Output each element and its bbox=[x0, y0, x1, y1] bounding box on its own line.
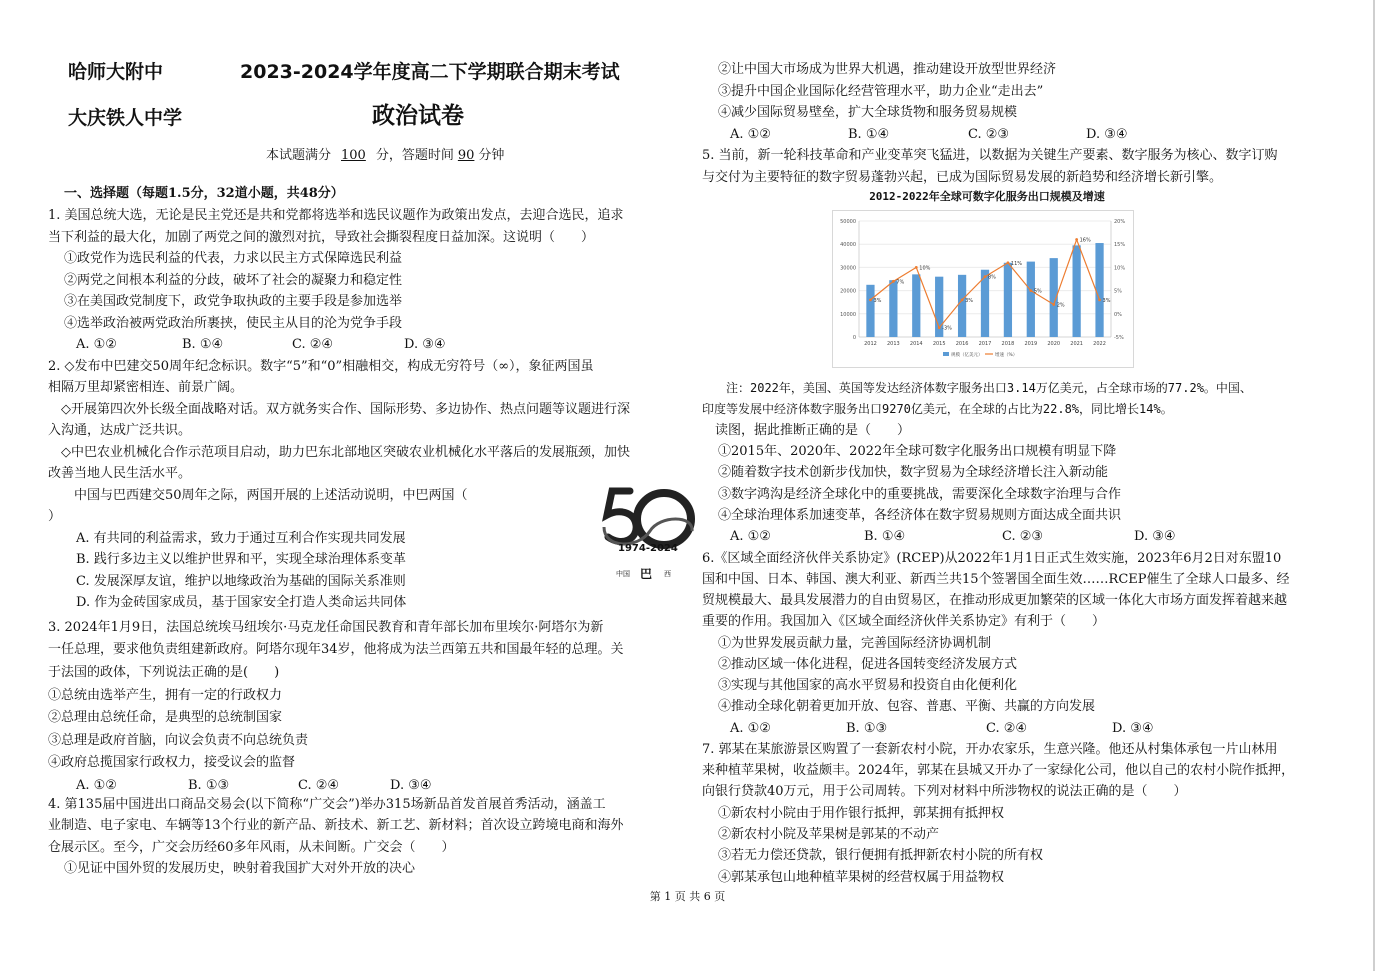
q3-option-c: C. ②④ bbox=[298, 778, 340, 793]
logo-right-text: 西 bbox=[664, 570, 671, 578]
q4-stem-line: 业制造、电子家电、车辆等13个行业的新产品、新技术、新工艺、新材料；首次设立跨境电商和海外 bbox=[48, 818, 624, 833]
y-tick-right: 5% bbox=[1114, 288, 1122, 295]
section-title: 一、选择题（每题1.5分，32道小题，共48分） bbox=[64, 186, 344, 201]
q5-item: ③数字鸿沟是经济全球化中的重要挑战，需要深化全球数字治理与合作 bbox=[718, 487, 1122, 502]
q6-option-b: B. ①③ bbox=[846, 721, 888, 736]
data-label: 7% bbox=[896, 279, 905, 286]
score-prefix: 本试题满分 bbox=[266, 148, 332, 163]
q3-stem-line: 于法国的政体，下列说法正确的是( ) bbox=[48, 665, 280, 680]
q2-line: 2. ◇发布中巴建交50周年纪念标识。数字“5”和“0”相融相交，构成无穷符号（∞），象征两国虽 bbox=[48, 359, 594, 374]
q6-stem-line: 重要的作用。我国加入《区域全面经济伙伴关系协定》有利于（ ） bbox=[702, 614, 1106, 629]
x-tick-label: 2015 bbox=[932, 341, 946, 347]
time-value: 90 bbox=[457, 148, 475, 163]
growth-point bbox=[1075, 238, 1078, 241]
bar bbox=[1095, 243, 1103, 337]
growth-point bbox=[1052, 303, 1055, 306]
q1-stem-line: 1. 美国总统大选，无论是民主党还是共和党都将选举和选民议题作为政策出发点，去迎合选民，追求 bbox=[48, 208, 624, 223]
q1-stem-line: 当下利益的最大化，加剧了两党之间的激烈对抗，导致社会撕裂程度日益加深。这说明（ ） bbox=[48, 230, 595, 245]
q6-option-d: D. ③④ bbox=[1112, 721, 1154, 736]
q1-option-c: C. ②④ bbox=[292, 337, 334, 352]
q2-line: 改善当地人民生活水平。 bbox=[48, 466, 192, 481]
q6-item: ①为世界发展贡献力量，完善国际经济协调机制 bbox=[718, 636, 992, 651]
q1-option-a: A. ①② bbox=[76, 337, 117, 352]
q4-item: ③提升中国企业国际化经营管理水平，助力企业“走出去” bbox=[718, 84, 1044, 99]
q3-option-a: A. ①② bbox=[76, 778, 117, 793]
legend-label: 规模（亿美元） bbox=[951, 353, 983, 358]
q5-item: ④全球治理体系加速变革，各经济体在数字贸易规则方面达成全面共识 bbox=[718, 508, 1122, 523]
chart-title: 2012-2022年全球可数字化服务出口规模及增速 bbox=[869, 190, 1105, 203]
china-brazil-50-logo bbox=[598, 485, 698, 591]
q2-line: ） bbox=[48, 509, 62, 524]
data-label: 8% bbox=[988, 274, 996, 281]
q2-option-b: B. 践行多边主义以维护世界和平，实现全球治理体系变革 bbox=[76, 552, 406, 567]
data-label: 3% bbox=[873, 297, 882, 304]
q6-option-a: A. ①② bbox=[730, 721, 771, 736]
y-tick-right: 20% bbox=[1114, 219, 1126, 225]
x-tick-label: 2018 bbox=[1001, 341, 1015, 347]
page-footer: 第 1 页 共 6 页 bbox=[649, 890, 726, 903]
data-label: -3% bbox=[942, 325, 952, 332]
school-name-1: 哈师大附中 bbox=[68, 61, 164, 83]
y-tick-right: 10% bbox=[1114, 265, 1126, 272]
q1-item: ①政党作为选民利益的代表，力求以民主方式保障选民利益 bbox=[64, 251, 403, 266]
growth-point bbox=[1029, 289, 1032, 292]
q1-item: ③在美国政党制度下，政党争取执政的主要手段是参加选举 bbox=[64, 294, 403, 309]
q7-item: ④郭某承包山地种植苹果树的经营权属于用益物权 bbox=[718, 870, 1005, 885]
data-label: 2% bbox=[1056, 302, 1065, 309]
q6-item: ②推动区域一体化进程，促进各国转变经济发展方式 bbox=[718, 657, 1018, 672]
logo-mid-text: 巴 bbox=[640, 567, 653, 581]
q5-option-a: A. ①② bbox=[730, 529, 771, 544]
q4-stem-line: 仓展示区。至今，广交会历经60多年风雨，从未间断。广交会（ ） bbox=[48, 840, 455, 855]
q2-line: 相隔万里却紧密相连、前景广阔。 bbox=[48, 380, 244, 395]
q4-item: ④减少国际贸易壁垒，扩大全球货物和服务贸易规模 bbox=[718, 105, 1018, 120]
q5-ask: 读图，据此推断正确的是（ ） bbox=[702, 423, 911, 438]
q1-option-b: B. ①④ bbox=[182, 337, 224, 352]
q6-stem-line: 国和中国、日本、韩国、澳大利亚、新西兰共15个签署国全面生效……RCEP催生了全球人口最多、经 bbox=[702, 572, 1290, 587]
x-tick-label: 2012 bbox=[864, 341, 877, 347]
growth-point bbox=[961, 298, 964, 301]
y-tick-left: 30000 bbox=[840, 265, 856, 272]
q5-item: ②随着数字技术创新步伐加快，数字贸易为全球经济增长注入新动能 bbox=[718, 465, 1109, 480]
q4-option-d: D. ③④ bbox=[1086, 127, 1128, 142]
q5-note-line: 印度等发展中经济体数字服务出口9270亿美元，在全球的占比为22.8%，同比增长14%。 bbox=[702, 402, 1173, 416]
legend-label: 增速（%） bbox=[995, 353, 1018, 358]
q5-stem-line: 与交付为主要特征的数字贸易蓬勃兴起，已成为国际贸易发展的新趋势和经济增长新引擎。 bbox=[702, 170, 1223, 185]
growth-point bbox=[984, 275, 987, 278]
q2-line: ◇中巴农业机械化合作示范项目启动，助力巴东北部地区突破农业机械化水平落后的发展瓶颈，加快 bbox=[48, 445, 630, 460]
export-chart bbox=[833, 211, 1133, 367]
q7-item: ①新农村小院由于用作银行抵押，郭某拥有抵押权 bbox=[718, 806, 1005, 821]
q6-item: ④推动全球化朝着更加开放、包容、普惠、平衡、共赢的方向发展 bbox=[718, 699, 1096, 714]
q3-option-d: D. ③④ bbox=[390, 778, 432, 793]
subject-title: 政治试卷 bbox=[372, 103, 464, 129]
y-tick-left: 20000 bbox=[840, 288, 856, 295]
logo-years: 1974-2024 bbox=[618, 543, 678, 554]
q2-line: ◇开展第四次外长级全面战略对话。双方就务实合作、国际形势、多边协作、热点问题等议题进行深 bbox=[48, 402, 630, 417]
q2-line: 中国与巴西建交50周年之际，两国开展的上述活动说明，中巴两国（ bbox=[48, 488, 468, 503]
school-name-2: 大庆铁人中学 bbox=[68, 107, 183, 129]
bar bbox=[1073, 245, 1081, 337]
bar bbox=[912, 274, 920, 337]
q3-stem-line: 一任总理，要求他负责组建新政府。阿塔尔现年34岁，他将成为法兰西第五共和国最年轻的总理。关 bbox=[48, 642, 624, 657]
q3-item: ②总理由总统任命，是典型的总统制国家 bbox=[48, 710, 283, 725]
data-label: 11% bbox=[1010, 260, 1023, 267]
x-tick-label: 2019 bbox=[1024, 341, 1038, 347]
x-tick-label: 2016 bbox=[955, 341, 969, 347]
bar bbox=[1027, 262, 1035, 337]
exam-title: 2023-2024学年度高二下学期联合期末考试 bbox=[240, 61, 620, 83]
growth-point bbox=[938, 326, 941, 329]
q3-stem-line: 3. 2024年1月9日，法国总统埃马纽埃尔·马克龙任命国民教育和青年部长加布里埃尔·阿塔尔为新 bbox=[48, 620, 604, 635]
q5-option-d: D. ③④ bbox=[1134, 529, 1176, 544]
score-info bbox=[266, 146, 504, 166]
bar bbox=[866, 285, 874, 337]
y-tick-left: 10000 bbox=[840, 311, 856, 318]
q7-item: ③若无力偿还贷款，银行便拥有抵押新农村小院的所有权 bbox=[718, 848, 1044, 863]
q4-option-b: B. ①④ bbox=[848, 127, 890, 142]
x-tick-label: 2020 bbox=[1047, 341, 1061, 347]
growth-point bbox=[915, 266, 918, 269]
q6-option-c: C. ②④ bbox=[986, 721, 1028, 736]
data-label: 10% bbox=[919, 265, 931, 272]
q7-stem-line: 7. 郭某在某旅游景区购置了一套新农村小院，开办农家乐，生意兴隆。他还从村集体承包一片山林用 bbox=[702, 742, 1278, 757]
legend-swatch-bar bbox=[943, 352, 949, 356]
x-tick-label: 2013 bbox=[886, 341, 900, 347]
q7-stem-line: 向银行贷款40万元，用于公司周转。下列对材料中所涉物权的说法正确的是（ ） bbox=[702, 784, 1187, 799]
q3-item: ③总理是政府首脑，向议会负责不向总统负责 bbox=[48, 733, 309, 748]
q6-item: ③实现与其他国家的高水平贸易和投资自由化便利化 bbox=[718, 678, 1018, 693]
data-label: 3% bbox=[1102, 297, 1111, 304]
growth-point bbox=[892, 280, 895, 283]
bar bbox=[958, 275, 966, 337]
logo-left-text: 中国 bbox=[616, 570, 630, 578]
q4-option-a: A. ①② bbox=[730, 127, 771, 142]
q3-option-b: B. ①③ bbox=[188, 778, 230, 793]
y-tick-left: 50000 bbox=[840, 219, 856, 225]
score-value: 100 bbox=[341, 148, 366, 163]
time-suffix: 分钟 bbox=[478, 148, 505, 163]
y-tick-right: 0% bbox=[1114, 311, 1122, 318]
x-tick-label: 2021 bbox=[1070, 341, 1084, 347]
x-tick-label: 2022 bbox=[1093, 341, 1106, 347]
growth-point bbox=[869, 298, 872, 301]
y-tick-left: 40000 bbox=[840, 242, 856, 249]
q5-option-c: C. ②③ bbox=[1002, 529, 1044, 544]
growth-point bbox=[1098, 298, 1101, 301]
q7-item: ②新农村小院及苹果树是郭某的不动产 bbox=[718, 827, 940, 842]
q2-option-c: C. 发展深厚友谊，维护以地缘政治为基础的国际关系准则 bbox=[76, 574, 406, 589]
q2-option-a: A. 有共同的利益需求，致力于通过互利合作实现共同发展 bbox=[76, 531, 406, 546]
q3-item: ①总统由选举产生，拥有一定的行政权力 bbox=[48, 688, 283, 703]
q1-item: ④选举政治被两党政治所裹挟，使民主从目的沦为党争手段 bbox=[64, 316, 403, 331]
chart-container bbox=[832, 210, 1134, 368]
x-tick-label: 2014 bbox=[909, 341, 923, 347]
q4-stem-line: 4. 第135届中国进出口商品交易会(以下简称“广交会”)举办315场新品首发首展首秀活动，涵盖工 bbox=[48, 797, 606, 812]
q3-item: ④政府总揽国家行政权力，接受议会的监督 bbox=[48, 755, 296, 770]
data-label: 16% bbox=[1079, 237, 1091, 244]
q4-item: ②让中国大市场成为世界大机遇，推动建设开放型世界经济 bbox=[718, 62, 1057, 77]
q1-item: ②两党之间根本利益的分歧，破坏了社会的凝聚力和稳定性 bbox=[64, 273, 403, 288]
q6-stem-line: 6.《区域全面经济伙伴关系协定》(RCEP)从2022年1月1日正式生效实施，2023年6月2日对东盟10 bbox=[702, 551, 1282, 566]
bar bbox=[889, 280, 897, 337]
q7-stem-line: 来种植苹果树，收益颇丰。2024年，郭某在县城又开办了一家绿化公司，他以自己的农村小院作抵押， bbox=[702, 763, 1295, 778]
q1-option-d: D. ③④ bbox=[404, 337, 446, 352]
bar bbox=[1004, 263, 1012, 337]
x-tick-label: 2017 bbox=[978, 341, 992, 347]
q2-option-d: D. 作为金砖国家成员，基于国家安全打造人类命运共同体 bbox=[76, 595, 407, 610]
q4-item: ①见证中国外贸的发展历史，映射着我国扩大对外开放的决心 bbox=[64, 861, 416, 876]
q2-line: 入沟通，达成广泛共识。 bbox=[48, 423, 192, 438]
y-tick-right: 15% bbox=[1114, 242, 1126, 249]
q6-stem-line: 贸规模最大、最具发展潜力的自由贸易区，在推动形成更加繁荣的区域一体化大市场方面发挥着越来越 bbox=[702, 593, 1288, 608]
q5-item: ①2015年、2020年、2022年全球可数字化服务出口规模有明显下降 bbox=[718, 444, 1117, 459]
q4-option-c: C. ②③ bbox=[968, 127, 1010, 142]
growth-point bbox=[1007, 261, 1010, 264]
data-label: 3% bbox=[965, 297, 974, 304]
q5-stem-line: 5. 当前，新一轮科技革命和产业变革突飞猛进，以数据为关键生产要素、数字服务为核心、数字订购 bbox=[702, 148, 1278, 163]
y-tick-right: -5% bbox=[1114, 335, 1124, 341]
score-mid: 分，答题时间 bbox=[375, 148, 454, 163]
q5-option-b: B. ①④ bbox=[864, 529, 906, 544]
q5-note-line: 注：2022年，美国、英国等发达经济体数字服务出口3.14万亿美元，占全球市场的77.2%。中国、 bbox=[702, 381, 1252, 395]
y-tick-left: 0 bbox=[852, 335, 856, 341]
data-label: 5% bbox=[1033, 288, 1042, 295]
